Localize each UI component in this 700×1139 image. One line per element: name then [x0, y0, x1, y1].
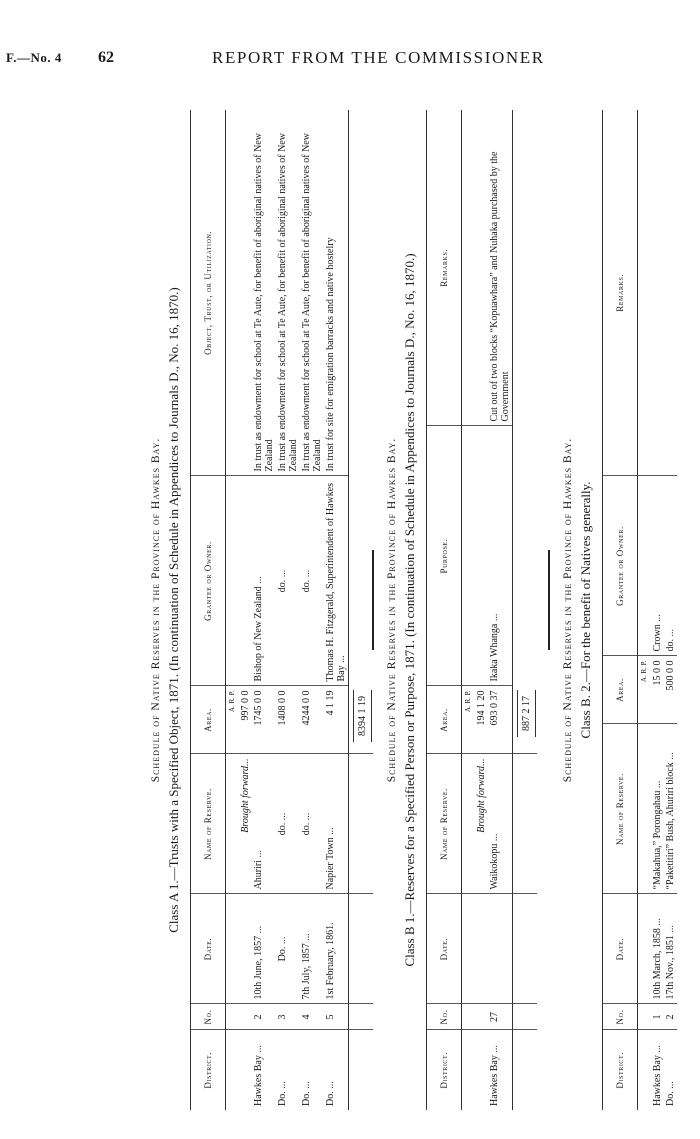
cell-grantee: do. ... — [300, 476, 324, 686]
cell-district: Do. ... — [665, 1081, 676, 1106]
class-heading: Class A 1.—Trusts with a Specified Object, 1871. (In continuation of Schedule in Appendices to Journals D., No. 16, 1870.) — [166, 287, 181, 933]
cell-no: 27 — [488, 1004, 513, 1030]
column-header: No. — [191, 1004, 226, 1030]
cell-date — [475, 894, 488, 1004]
table-row — [324, 110, 349, 1110]
table-row — [300, 110, 324, 1110]
cell-area: 4 1 19 — [324, 686, 349, 754]
column-header: Area. — [191, 686, 226, 754]
schedule-class-b2 — [562, 110, 677, 1110]
cell-grantee: do. ... — [664, 476, 677, 656]
cell-date: 10th March, 1858 ... — [651, 894, 664, 1004]
schedule-class-a1 — [150, 110, 373, 1110]
reserves-table — [602, 110, 677, 1110]
total-area: 8394 1 19 — [353, 690, 372, 742]
cell-purpose: Ikaka Whanga ... — [488, 426, 513, 686]
schedule-title: Schedule of Native Reserves in the Province of Hawkes Bay. — [562, 437, 574, 783]
table-row — [488, 110, 513, 1110]
column-header: Area. — [603, 656, 638, 724]
table-row — [252, 110, 276, 1110]
cell-remarks — [651, 110, 664, 476]
column-header: Object, Trust, or Utilization. — [191, 110, 226, 476]
cell-name: Brought forward... — [475, 754, 488, 894]
cell-district: Do. ... — [324, 1030, 349, 1110]
cell-name: Ahuriri ... — [252, 754, 276, 894]
cell-date: Do. ... — [276, 894, 300, 1004]
units-row — [638, 110, 652, 1110]
reserves-table — [190, 110, 373, 1110]
section-divider — [372, 550, 374, 650]
column-header: District. — [191, 1030, 226, 1110]
table-header-row — [603, 110, 638, 1110]
cell-remarks: Cut out of two blocks “Kopuawhara” and Nuhaka purchased by the Government — [488, 110, 513, 426]
cell-no: 2 — [252, 1004, 276, 1030]
cell-name: do. ... — [276, 754, 300, 894]
cell-no: 4 — [300, 1004, 324, 1030]
cell-object — [239, 110, 252, 476]
total-row — [513, 110, 538, 1110]
column-header: Purpose. — [427, 426, 462, 686]
schedule-title: Schedule of Native Reserves in the Province of Hawkes Bay. — [386, 437, 398, 783]
cell-date — [239, 894, 252, 1004]
table-row — [475, 110, 488, 1110]
cell-district: Do. ... — [301, 1081, 312, 1106]
table-row — [239, 110, 252, 1110]
cell-name: “Paketitiri” Bush, Ahuriri block ... — [664, 724, 677, 894]
cell-name: do. ... — [300, 754, 324, 894]
cell-date: 7th July, 1857 ... — [300, 894, 324, 1004]
cell-date — [488, 894, 513, 1004]
class-heading: Class B 1.—Reserves for a Specified Person or Purpose, 1871. (In continuation of Schedule in Appendices to Journals D., No. 16, 1870.) — [402, 253, 417, 967]
column-header: Remarks. — [603, 110, 638, 476]
rotated-page-body — [140, 80, 700, 1130]
cell-grantee: do. ... — [276, 476, 300, 686]
column-header: Grantee or Owner. — [603, 476, 638, 656]
column-header: District. — [427, 1030, 462, 1110]
cell-name: Brought forward... — [239, 754, 252, 894]
cell-grantee: Bishop of New Zealand ... — [252, 476, 276, 686]
cell-district — [475, 1030, 488, 1110]
table-row — [276, 110, 300, 1110]
units-row — [462, 110, 476, 1110]
area-units: A. R. P. — [226, 686, 240, 754]
page-number: 62 — [98, 49, 114, 66]
area-units: A. R. P. — [462, 686, 476, 754]
section-divider — [548, 550, 550, 650]
table-row — [664, 110, 677, 1110]
table-row — [651, 110, 664, 1110]
cell-remarks — [475, 110, 488, 426]
cell-no: 5 — [324, 1004, 349, 1030]
area-units: A. R. P. — [638, 656, 652, 724]
cell-name: Waikokopu ... — [488, 754, 513, 894]
cell-name: “Makahua,” Porongahau ... — [651, 724, 664, 894]
cell-district — [239, 1030, 252, 1110]
reserves-table — [426, 110, 537, 1110]
cell-area: 194 1 20 — [475, 686, 488, 754]
column-header: Date. — [603, 894, 638, 1004]
cell-no: 3 — [276, 1004, 300, 1030]
cell-area: 4244 0 0 — [300, 686, 324, 754]
column-header: Area. — [427, 686, 462, 754]
cell-purpose — [475, 426, 488, 686]
schedule-class-b1 — [386, 110, 537, 1110]
table-header-row — [427, 110, 462, 1110]
cell-name: Napier Town ... — [324, 754, 349, 894]
column-header: Name of Reserve. — [427, 754, 462, 894]
column-header: Date. — [427, 894, 462, 1004]
cell-object: In trust as endowment for school at Te Aute, for benefit of aboriginal natives of New Zealand — [300, 110, 324, 476]
running-title: REPORT FROM THE COMMISSIONER — [212, 48, 545, 67]
cell-area: 15 0 0 — [651, 656, 664, 724]
total-row — [349, 110, 374, 1110]
column-header: Name of Reserve. — [603, 724, 638, 894]
cell-grantee: Crown ... — [651, 476, 664, 656]
cell-area: 1745 0 0 — [252, 686, 276, 754]
cell-district: Hawkes Bay ... — [488, 1030, 513, 1110]
column-header: Grantee or Owner. — [191, 476, 226, 686]
class-heading: Class B. 2.—For the benefit of Natives generally. — [578, 481, 593, 739]
column-header: Remarks. — [427, 110, 462, 426]
document-reference: F.—No. 4 — [6, 50, 62, 65]
cell-date: 17th Nov., 1851 ... — [664, 894, 677, 1004]
cell-object: In trust as endowment for school at Te Aute, for benefit of aboriginal natives of New Zealand — [276, 110, 300, 476]
cell-district: Do. ... — [277, 1081, 288, 1106]
cell-object: In trust as endowment for school at Te Aute, for benefit of aboriginal natives of New Zealand — [252, 110, 276, 476]
cell-grantee: Thomas H. Fitzgerald, Superintendent of Hawkes Bay ... — [324, 476, 349, 686]
cell-district: Hawkes Bay ... — [253, 1045, 264, 1106]
cell-no: 2 — [664, 1004, 677, 1030]
cell-area: 500 0 0 — [664, 656, 677, 724]
column-header: District. — [603, 1030, 638, 1110]
column-header: Name of Reserve. — [191, 754, 226, 894]
cell-no: 1 — [651, 1004, 664, 1030]
schedules-container — [140, 80, 700, 1130]
column-header: Date. — [191, 894, 226, 1004]
column-header: No. — [603, 1004, 638, 1030]
cell-date: 1st February, 1861. — [324, 894, 349, 1004]
cell-district: Hawkes Bay ... — [652, 1045, 663, 1106]
cell-area: 1408 0 0 — [276, 686, 300, 754]
units-row — [226, 110, 240, 1110]
cell-remarks — [664, 110, 677, 476]
cell-date: 10th June, 1857 ... — [252, 894, 276, 1004]
cell-no — [239, 1004, 252, 1030]
column-header: No. — [427, 1004, 462, 1030]
cell-grantee — [239, 476, 252, 686]
cell-area: 693 0 37 — [488, 686, 513, 754]
cell-no — [475, 1004, 488, 1030]
total-area: 887 2 17 — [517, 690, 536, 737]
cell-area: 997 0 0 — [239, 686, 252, 754]
cell-object: In trust for site for emigration barracks and native hostelry — [324, 110, 349, 476]
table-header-row — [191, 110, 226, 1110]
schedule-title: Schedule of Native Reserves in the Province of Hawkes Bay. — [150, 437, 162, 783]
